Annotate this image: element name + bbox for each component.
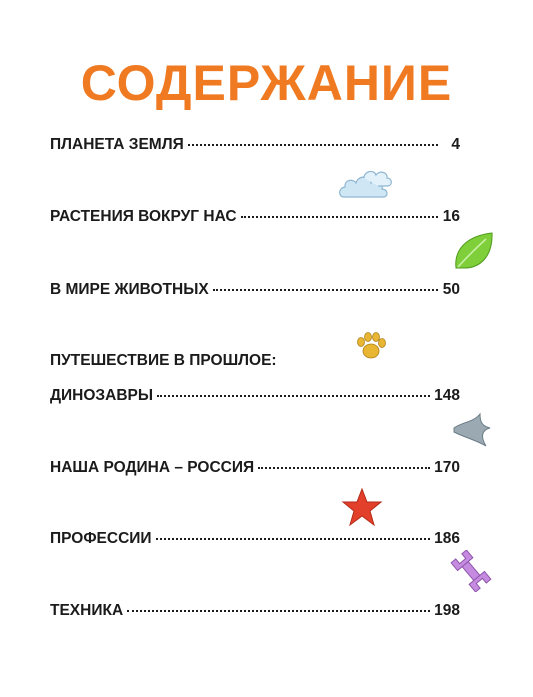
toc-entry-russia[interactable]: [50, 459, 460, 477]
dot-leader: [258, 467, 430, 469]
dot-leader: [188, 144, 438, 146]
toc-entry-journey-past: ПУТЕШЕСТВИЕ В ПРОШЛОЕ:: [50, 352, 277, 369]
toc-entry-label: ПЛАНЕТА ЗЕМЛЯ: [50, 136, 184, 153]
page-title: СОДЕРЖАНИЕ: [80, 55, 453, 111]
toc-entry-label: ПРОФЕССИИ: [50, 530, 152, 547]
dot-leader: [213, 289, 438, 291]
toc-entry-dinosaurs[interactable]: [50, 387, 460, 405]
toc-entry-label: РАСТЕНИЯ ВОКРУГ НАС: [50, 208, 237, 225]
toc-entry-page: 170: [434, 459, 460, 476]
toc-entry-label: В МИРЕ ЖИВОТНЫХ: [50, 281, 209, 298]
toc-entry-plants[interactable]: [50, 208, 460, 226]
fish-icon: [452, 412, 492, 448]
toc-entry-label: НАША РОДИНА – РОССИЯ: [50, 459, 255, 476]
toc-entry-page: 4: [451, 136, 460, 153]
toc-entry-planet-earth[interactable]: [50, 136, 460, 154]
dot-leader: [157, 395, 430, 397]
toc-entry-label: ДИНОЗАВРЫ: [50, 387, 154, 404]
dot-leader: [241, 216, 438, 218]
cloud-icon: [338, 164, 394, 202]
paw-print-icon: [354, 330, 388, 362]
dot-leader: [127, 610, 430, 612]
wrench-icon: [450, 550, 492, 592]
toc-entry-animals[interactable]: [50, 281, 460, 299]
toc-entry-label: ТЕХНИКА: [50, 602, 124, 619]
toc-entry-page: 198: [434, 602, 460, 619]
star-icon: [341, 487, 383, 527]
toc-entry-page: 16: [442, 208, 460, 225]
toc-entry-page: 50: [442, 281, 460, 298]
toc-entry-page: 148: [434, 387, 460, 404]
leaf-icon: [452, 230, 496, 272]
dot-leader: [156, 538, 431, 540]
toc-entry-page: 186: [434, 530, 460, 547]
toc-entry-professions[interactable]: [50, 530, 460, 548]
toc-entry-technology[interactable]: [50, 602, 460, 620]
